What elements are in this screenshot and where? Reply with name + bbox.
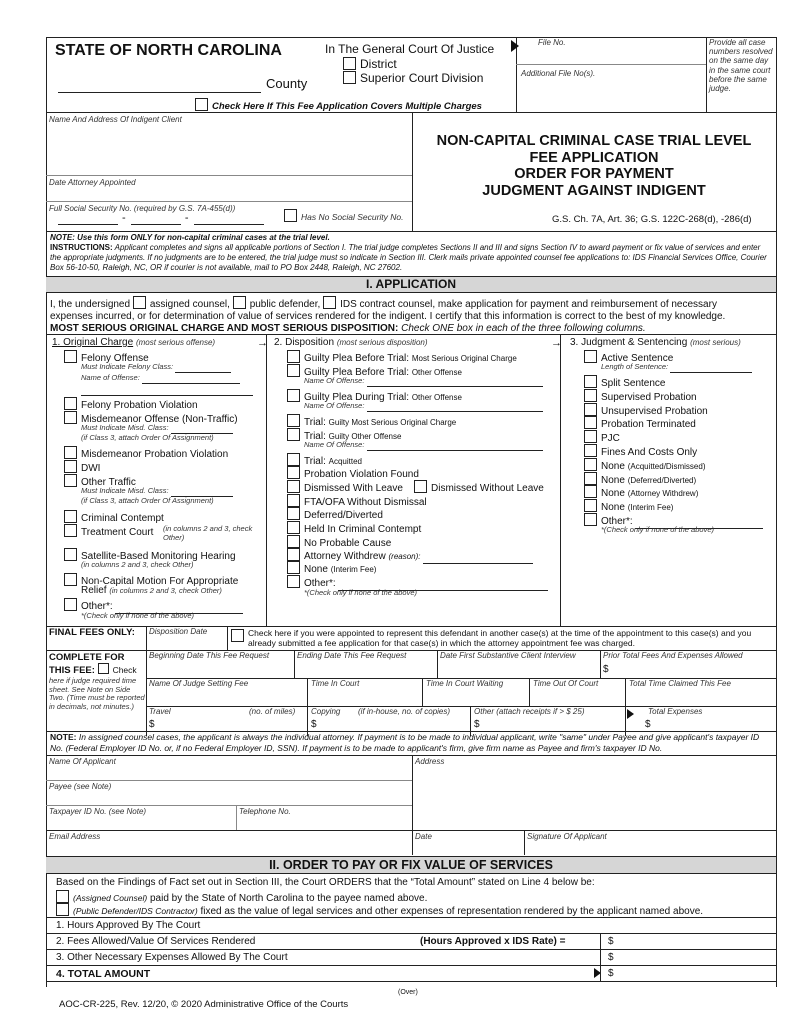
ssn-label: Full Social Security No. (required by G.S. 7A-455(d)) <box>49 204 236 213</box>
fta-checkbox[interactable] <box>287 494 300 507</box>
trial1-label: Trial: <box>304 417 326 428</box>
withdrew-checkbox[interactable] <box>287 548 300 561</box>
col-divider1 <box>266 334 267 626</box>
withdrew-note: (reason): <box>388 552 421 561</box>
total-arrow-icon <box>627 709 634 719</box>
other-traffic-label: Other Traffic <box>81 477 136 488</box>
line2-bottom <box>46 949 776 950</box>
line4-label: 4. TOTAL AMOUNT <box>56 968 151 980</box>
col2-check-only: *(Check only if none of the above) <box>304 588 417 597</box>
pjc-checkbox[interactable] <box>584 430 597 443</box>
held-contempt-option[interactable] <box>287 521 421 536</box>
length-sentence <box>601 363 752 373</box>
col2-name-offense1-text: Name Of Offense: <box>304 376 365 385</box>
no-ssn-checkbox[interactable] <box>284 209 297 222</box>
must-felony-text: Must Indicate Felony Class: <box>81 362 174 371</box>
timesheet-checkbox[interactable] <box>98 663 109 674</box>
col3-other-label: Other*: <box>601 516 633 527</box>
form-id: AOC-CR-225, Rev. 12/20, © 2020 Administrative Office of the Courts <box>59 999 349 1010</box>
title-line4: JUDGMENT AGAINST INDIGENT <box>482 182 706 199</box>
col2-none-option[interactable] <box>287 561 376 576</box>
misd-prob-label: Misdemeanor Probation Violation <box>81 449 229 460</box>
col2-title: 2. Disposition <box>274 337 335 348</box>
assigned-label: assigned counsel, <box>149 299 230 310</box>
other-traffic-checkbox[interactable] <box>64 474 77 487</box>
fees-div-a <box>294 650 295 678</box>
held-contempt-label: Held In Criminal Contempt <box>304 524 422 535</box>
gp-before2-checkbox[interactable] <box>287 364 300 377</box>
fees-div-d <box>307 678 308 736</box>
total-time-label: Total Time Claimed This Fee <box>629 679 731 688</box>
col2-name-offense3-text: Name Of Offense: <box>304 440 365 449</box>
col3-note: (most serious) <box>690 338 741 347</box>
line4-dollar: $ <box>608 968 614 979</box>
line2-label: 2. Fees Allowed/Value Of Services Rendered <box>56 936 256 947</box>
gp-before2-note: Other Offense <box>411 368 462 377</box>
applicant-name-label: Name Of Applicant <box>49 757 116 766</box>
date-divider <box>524 830 525 855</box>
note-text: Use this form ONLY for non-capital criminal cases at the trial level. <box>77 233 330 242</box>
col1-title: 1. Original Charge <box>52 337 134 348</box>
date-appointed-label: Date Attorney Appointed <box>49 178 136 187</box>
complete-label <box>49 652 144 676</box>
felony-prob-option[interactable] <box>64 397 198 412</box>
none3-note: (Attorney Withdrew) <box>627 489 699 498</box>
felony-label: Felony Offense <box>81 353 149 364</box>
ssn-field[interactable]: - - <box>58 212 264 225</box>
trial3-checkbox[interactable] <box>287 453 300 466</box>
client-bottom <box>46 231 776 232</box>
date-label: Date <box>415 832 432 841</box>
fines-checkbox[interactable] <box>584 444 597 457</box>
telephone-label: Telephone No. <box>239 807 291 816</box>
pd-order-note: (Public Defender/IDS Contractor) <box>73 906 198 916</box>
line2-calc: (Hours Approved x IDS Rate) = <box>420 936 566 947</box>
gp-before2-label: Guilty Plea Before Trial: <box>304 367 410 378</box>
offense1-field[interactable] <box>142 374 240 384</box>
fees-div-g <box>625 678 626 736</box>
state-title: STATE OF NORTH CAROLINA <box>55 42 282 59</box>
col1-heading <box>52 337 215 349</box>
dismissed-with-checkbox[interactable] <box>287 480 300 493</box>
file-sep <box>516 64 706 65</box>
ids-label: IDS contract counsel, <box>340 299 436 310</box>
none1-option[interactable] <box>584 458 706 473</box>
assigned-order-option[interactable] <box>56 890 427 904</box>
final-fees-label: FINAL FEES ONLY: <box>49 627 135 638</box>
fees-div-f <box>529 678 530 706</box>
split-checkbox[interactable] <box>584 375 597 388</box>
supervised-label: Supervised Probation <box>601 392 697 403</box>
none3-option[interactable] <box>584 485 698 500</box>
check-one: Check ONE box in each of the three following columns. <box>401 323 646 334</box>
col2-offense1-field[interactable] <box>367 377 543 387</box>
miles-label: (no. of miles) <box>249 707 296 716</box>
right-border <box>776 37 777 987</box>
none3-checkbox[interactable] <box>584 485 597 498</box>
time-court-label: Time In Court <box>311 679 360 688</box>
name-offense1 <box>81 374 240 384</box>
satellite-checkbox[interactable] <box>64 548 77 561</box>
gp-before-option[interactable] <box>287 350 517 365</box>
instr-label: INSTRUCTIONS: <box>50 243 113 252</box>
dismissed-without-option[interactable] <box>414 480 544 495</box>
felony-class-field[interactable] <box>175 363 231 373</box>
col3-check-only: *(Check only if none of the above) <box>601 525 714 534</box>
relief-label: Relief <box>81 585 107 596</box>
line1-label: 1. Hours Approved By The Court <box>56 920 201 931</box>
application-intro <box>50 296 772 335</box>
terminated-option[interactable] <box>584 416 696 431</box>
title-line1: NON-CAPITAL CRIMINAL CASE TRIAL LEVEL <box>436 133 752 149</box>
felony-prob-checkbox[interactable] <box>64 397 77 410</box>
first-interview-label: Date First Substantive Client Interview <box>440 651 576 660</box>
satellite-note: (in columns 2 and 3, check Other) <box>81 560 194 569</box>
col1-check-only: *(Check only if none of the above) <box>81 611 194 620</box>
must-felony <box>81 363 231 373</box>
deferred-label: Deferred/Diverted <box>304 510 383 521</box>
none1-note: (Acquitted/Dismissed) <box>627 462 706 471</box>
lines-top <box>46 917 776 918</box>
if-class3: (if Class 3, attach Order Of Assignment) <box>81 433 214 442</box>
contempt-label: Criminal Contempt <box>81 513 164 524</box>
col2-other-checkbox[interactable] <box>287 575 300 588</box>
withdrew-label: Attorney Withdrew <box>304 551 386 562</box>
complete-text: COMPLETE FOR THIS FEE: <box>49 652 125 676</box>
public-checkbox[interactable] <box>233 296 246 309</box>
offense1-line2[interactable] <box>81 395 253 396</box>
col2-none-checkbox[interactable] <box>287 561 300 574</box>
judge-name-label: Name Of Judge Setting Fee <box>149 679 249 688</box>
header-bottom <box>46 112 776 113</box>
address-label: Address <box>415 757 445 766</box>
complete-note: here if judge required time sheet. See Note on Side Two. (Time must be reported in decimals, not minutes.) <box>49 676 145 711</box>
relief-note: (in columns 2 and 3, check Other) <box>109 586 222 595</box>
superior-checkbox[interactable] <box>343 71 356 84</box>
other-exp-label: Other (attach receipts if > $ 25) <box>474 707 585 716</box>
client-sep2 <box>46 201 412 202</box>
pv-found-checkbox[interactable] <box>287 466 300 479</box>
dismissed-with-label: Dismissed With Leave <box>304 483 403 494</box>
length-field[interactable] <box>670 363 752 373</box>
total-exp-label: Total Expenses <box>648 707 703 716</box>
pv-found-option[interactable] <box>287 466 419 481</box>
app-sep2 <box>46 805 412 806</box>
note2-text: In assigned counsel cases, the applicant is always the individual attorney. If payment is to be made to individual applicant, write "same" under Payee and give applicant's taxpayer ID No. (Federal Employer ID No. or, if no Federal Employer ID, SSN). If payment is to be made to applicant's firm, give firm name as Payee and firm's taxpayer ID No. <box>50 732 760 753</box>
misd-prob-option[interactable] <box>64 446 228 461</box>
prior-total-label: Prior Total Fees And Expenses Allowed <box>603 651 743 660</box>
assigned-checkbox[interactable] <box>133 296 146 309</box>
treatment-checkbox[interactable] <box>64 524 77 537</box>
length-text: Length of Sentence: <box>601 362 669 371</box>
multiple-charges-checkbox[interactable] <box>195 98 208 111</box>
trial2-note: Guilty Other Offense <box>328 432 402 441</box>
supervised-checkbox[interactable] <box>584 389 597 402</box>
col2-none-note: (Interim Fee) <box>330 565 377 574</box>
other-cases-checkbox[interactable] <box>231 629 244 642</box>
contempt-checkbox[interactable] <box>64 510 77 523</box>
col2-name-offense3 <box>304 441 543 451</box>
none4-label: None <box>601 502 625 513</box>
motion-checkbox[interactable] <box>64 573 77 586</box>
time-waiting-label: Time In Court Waiting <box>426 679 504 688</box>
court-line: In The General Court Of Justice <box>325 42 495 56</box>
most-serious: MOST SERIOUS ORIGINAL CHARGE AND MOST SERIOUS DISPOSITION: <box>50 323 399 334</box>
county-line[interactable] <box>58 92 261 93</box>
dismissed-with-option[interactable] <box>287 480 403 495</box>
arrow-right-icon: → <box>551 337 562 349</box>
col2-note: (most serious disposition) <box>336 338 428 347</box>
pd-order-checkbox[interactable] <box>56 903 69 916</box>
disposition-date-label: Disposition Date <box>149 627 208 636</box>
time-out-label: Time Out Of Court <box>533 679 599 688</box>
trial3-note: Acquitted <box>328 457 362 466</box>
held-contempt-checkbox[interactable] <box>287 521 300 534</box>
public-label: public defender, <box>249 299 321 310</box>
none2-note: (Deferred/Diverted) <box>627 476 697 485</box>
none1-checkbox[interactable] <box>584 458 597 471</box>
line3-label: 3. Other Necessary Expenses Allowed By The Court <box>56 952 288 963</box>
col2-name-offense2 <box>304 402 543 412</box>
col3-heading <box>570 337 741 349</box>
arrow-right-icon: → <box>257 337 268 349</box>
trial2-label: Trial: <box>304 431 326 442</box>
applicant-divider <box>412 755 413 855</box>
pjc-label: PJC <box>601 433 620 444</box>
col2-name-offense1 <box>304 377 543 387</box>
intro-c: expenses incurred, or for determination of value of services rendered for the indigent. I certify that this information is correct to the best of my knowledge. <box>50 311 726 322</box>
copies-label: (if in-house, no. of copies) <box>358 707 451 716</box>
app-sep1 <box>46 780 412 781</box>
withdrew-field[interactable] <box>423 551 533 564</box>
no-ssn-option[interactable]: Has No Social Security No. <box>284 209 404 223</box>
felony-prob-label: Felony Probation Violation <box>81 400 198 411</box>
other-cases-option[interactable] <box>231 628 774 648</box>
multiple-charges-option[interactable]: Check Here If This Fee Application Covers Multiple Charges <box>195 98 482 112</box>
fta-label: FTA/OFA Without Dismissal <box>304 497 427 508</box>
assigned-order-text: paid by the State of North Carolina to the payee named above. <box>149 893 428 904</box>
note-label: NOTE: <box>50 233 75 242</box>
split-label: Split Sentence <box>601 378 666 389</box>
supervised-option[interactable] <box>584 389 697 404</box>
line2-dollar: $ <box>608 936 614 947</box>
misd-prob-checkbox[interactable] <box>64 446 77 459</box>
unsupervised-label: Unsupervised Probation <box>601 406 708 417</box>
fees-label-divider <box>146 626 147 736</box>
active-label: Active Sentence <box>601 353 674 364</box>
col2-name-offense2-text: Name Of Offense: <box>304 401 365 410</box>
total-exp-dollar: $ <box>645 719 651 730</box>
gp-during-note: Other Offense <box>411 393 462 402</box>
felony-checkbox[interactable] <box>64 350 77 363</box>
terminated-checkbox[interactable] <box>584 416 597 429</box>
satellite-label: Satellite-Based Monitoring Hearing <box>81 551 236 562</box>
intro-a: I, the undersigned <box>50 299 131 310</box>
copying-dollar: $ <box>311 719 317 730</box>
assigned-order-note: (Assigned Counsel) <box>73 893 148 903</box>
col3-other-checkbox[interactable] <box>584 513 597 526</box>
applicant-top <box>46 755 776 756</box>
payee-note <box>50 732 772 753</box>
trial2-checkbox[interactable] <box>287 428 300 441</box>
other-exp-dollar: $ <box>474 719 480 730</box>
title-line2: FEE APPLICATION <box>529 149 659 166</box>
assigned-order-checkbox[interactable] <box>56 890 69 903</box>
col2-heading <box>274 337 428 349</box>
col2-offense2-field[interactable] <box>367 402 543 412</box>
relief-line <box>81 585 222 597</box>
col1-other-label: Other*: <box>81 601 113 612</box>
col-divider2 <box>560 334 561 626</box>
dwi-label: DWI <box>81 463 101 474</box>
disp-divider <box>227 626 228 650</box>
treatment-note: (in columns 2 and 3, check Other) <box>163 524 253 542</box>
signature-label: Signature Of Applicant <box>527 832 607 841</box>
pjc-option[interactable] <box>584 430 620 445</box>
dwi-checkbox[interactable] <box>64 460 77 473</box>
gp-before-label: Guilty Plea Before Trial: <box>304 353 410 364</box>
line3-dollar: $ <box>608 952 614 963</box>
travel-dollar: $ <box>149 719 155 730</box>
trial3-label: Trial: <box>304 456 326 467</box>
trial1-checkbox[interactable] <box>287 414 300 427</box>
contempt-option[interactable] <box>64 510 164 525</box>
gp-before-note: Most Serious Original Charge <box>411 354 517 363</box>
none4-note: (Interim Fee) <box>627 503 674 512</box>
form-bottom <box>46 981 776 982</box>
file-arrow-icon <box>511 40 519 52</box>
section2-heading: II. ORDER TO PAY OR FIX VALUE OF SERVICES <box>46 856 776 874</box>
col2-none-label: None <box>304 564 328 575</box>
name-offense1-text: Name of Offense: <box>81 373 140 382</box>
district-checkbox[interactable] <box>343 57 356 70</box>
copying-label: Copying <box>311 707 341 716</box>
note2-label: NOTE: <box>50 732 77 742</box>
pv-found-label: Probation Violation Found <box>304 469 419 480</box>
side-note: Provide all case numbers resolved on the same day in the same court before the same judge. <box>709 38 773 93</box>
col2-offense3-field[interactable] <box>367 441 543 451</box>
motion-label: Non-Capital Motion For Appropriate <box>81 576 239 587</box>
district-option[interactable]: District <box>343 57 397 71</box>
ids-checkbox[interactable] <box>323 296 336 309</box>
file-no-label: File No. <box>538 38 566 47</box>
begin-date-label: Beginning Date This Fee Request <box>149 651 270 660</box>
no-probable-label: No Probable Cause <box>304 538 392 549</box>
over-label: (Over) <box>398 989 418 996</box>
gp-during-label: Guilty Plea During Trial: <box>304 392 410 403</box>
dismissed-without-checkbox[interactable] <box>414 480 427 493</box>
form-title <box>412 133 776 199</box>
tel-divider <box>236 805 237 830</box>
none2-label: None <box>601 475 625 486</box>
line1-bottom <box>46 933 776 934</box>
fees-div-c <box>600 650 601 678</box>
client-sep1 <box>46 175 412 176</box>
county-label: County <box>266 76 308 91</box>
based-text: Based on the Findings of Fact set out in Section III, the Court ORDERS that the “Total Amount” stated on Line 4 below be: <box>56 877 595 888</box>
fines-option[interactable] <box>584 444 697 459</box>
none2-checkbox[interactable] <box>584 472 597 485</box>
app-sep3 <box>46 830 776 831</box>
col3-title: 3. Judgment & Sentencing <box>570 337 688 348</box>
none1-label: None <box>601 461 625 472</box>
client-name-label: Name And Address Of Indigent Client <box>49 115 182 124</box>
misd-label: Misdemeanor Offense (Non-Traffic) <box>81 414 238 425</box>
dwi-option[interactable] <box>64 460 100 475</box>
fines-label: Fines And Costs Only <box>601 447 698 458</box>
prior-total-dollar: $ <box>603 664 609 675</box>
unsupervised-checkbox[interactable] <box>584 403 597 416</box>
must-misd-text: Must Indicate Misd. Class: <box>81 423 169 432</box>
instructions-block <box>50 233 772 273</box>
complete-check: Check <box>112 665 137 675</box>
deferred-checkbox[interactable] <box>287 507 300 520</box>
additional-file-label: Additional File No(s). <box>521 69 596 78</box>
title-line3: ORDER FOR PAYMENT <box>514 166 674 182</box>
split-option[interactable] <box>584 375 666 390</box>
cols-top <box>46 334 776 335</box>
active-checkbox[interactable] <box>584 350 597 363</box>
none4-checkbox[interactable] <box>584 499 597 512</box>
if-class3b: (if Class 3, attach Order Of Assignment) <box>81 496 214 505</box>
superior-option[interactable]: Superior Court Division <box>343 71 483 85</box>
must-misd2-text: Must Indicate Misd. Class: <box>81 486 169 495</box>
fees-div-e <box>422 678 423 706</box>
gp-before-checkbox[interactable] <box>287 350 300 363</box>
trial1-option[interactable] <box>287 414 456 429</box>
payee-label: Payee (see Note) <box>49 782 112 791</box>
col1-note: (most serious offense) <box>135 338 216 347</box>
dismissed-without-label: Dismissed Without Leave <box>431 483 544 494</box>
left-border <box>46 37 47 987</box>
taxpayer-label: Taxpayer ID No. (see Note) <box>49 807 147 816</box>
instr-text: Applicant completes and signs all applicable portions of Section I. The trial judge completes Sections II and III and signs Section IV to award payment or fix value of services and enter the appropriate judgments. If no judgments are to be entered, the trial judge must so indicate in Section III. Clerk mails private appointed counsel fee applications to: IDS Financial Services Office, Courier Box 56-10-50, Raleigh, NC, OR if courier is not available, mail to PO Box 2448, Raleigh, NC 27602. <box>50 243 767 272</box>
statute: G.S. Ch. 7A, Art. 36; G.S. 122C-268(d), -286(d) <box>552 214 752 225</box>
end-date-label: Ending Date This Fee Request <box>297 651 407 660</box>
deferred-option[interactable] <box>287 507 383 522</box>
line3-bottom <box>46 965 776 966</box>
pd-order-text: fixed as the value of legal services and other expenses of representation rendered by the applicant named above. <box>200 906 704 917</box>
travel-label: Travel <box>149 707 171 716</box>
col1-other-checkbox[interactable] <box>64 598 77 611</box>
misd-checkbox[interactable] <box>64 411 77 424</box>
email-label: Email Address <box>49 832 101 841</box>
none4-option[interactable] <box>584 499 673 514</box>
trial1-note: Guilty Most Serious Original Charge <box>328 418 457 427</box>
fees-div-b <box>437 650 438 678</box>
gp-during-checkbox[interactable] <box>287 389 300 402</box>
intro-b: make application for payment and reimbursement of necessary <box>437 299 717 310</box>
section1-heading: I. APPLICATION <box>46 276 776 293</box>
other-cases-text: Check here if you were appointed to represent this defendant in another case(s) at the time of the appointment to this case(s) and you already submitted a fee application for that case(s) in which the attorney appointment fee was charged. <box>248 628 752 648</box>
terminated-label: Probation Terminated <box>601 419 696 430</box>
top-border <box>46 37 776 38</box>
no-probable-checkbox[interactable] <box>287 535 300 548</box>
note-divider <box>706 37 707 112</box>
treatment-label: Treatment Court <box>81 527 154 538</box>
pd-order-option[interactable] <box>56 903 703 917</box>
none3-label: None <box>601 488 625 499</box>
amount-divider <box>600 933 601 981</box>
col2-other-label: Other*: <box>304 578 336 589</box>
